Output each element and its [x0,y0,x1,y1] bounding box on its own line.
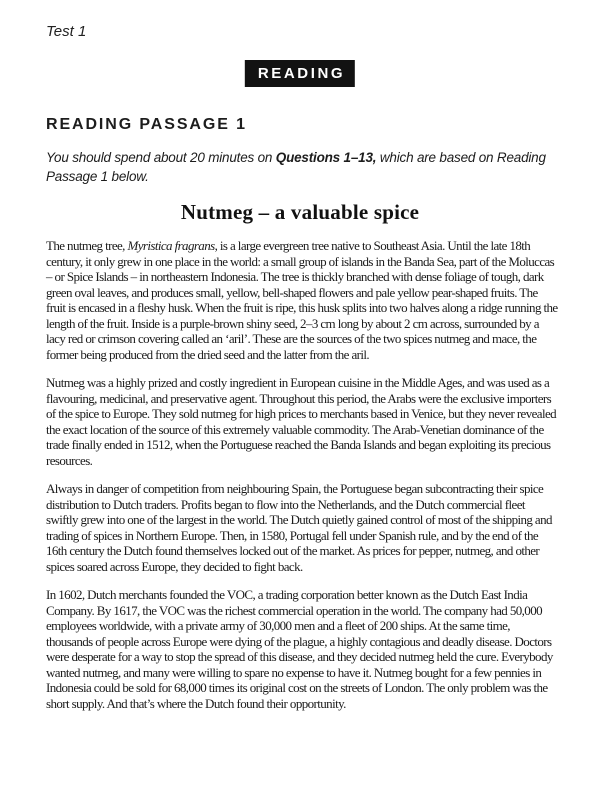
passage-heading: READING PASSAGE 1 [46,116,247,133]
paragraph-4: In 1602, Dutch merchants founded the VOC, a trading corporation better known as the Dutch East India Company. By 1617, the VOC was the richest commercial operation in the world. The company had 50,000 employees worldwide, with a private army of 30,000 men and a fleet of 200 ships. At the same time, thousands of people across Europe were dying of the plague, a highly contagious and deadly disease. Doctors were desperate for a way to stop the spread of this disease, and they decided nutmeg held the cure. Everybody wanted nutmeg, and many were willing to spare no expense to have it. Nutmeg bought for a few pennies in Indonesia could be sold for 68,000 times its original cost on the streets of London. The only problem was the short supply. And that’s where the Dutch found their opportunity. [46,587,553,711]
paragraph-1-tail: , is a large evergreen tree native to Southeast Asia. Until the late 18th century, it only grew in one place in the world: a small group of islands in the Banda Sea, part of the Moluccas – or Spice Islands – in northeastern Indonesia. The tree is thickly branched with dense foliage of tough, dark green oval leaves, and produces small, yellow, bell-shaped flowers and pale yellow pear-shaped fruits. The fruit is encased in a fleshy husk. When the fruit is ripe, this husk splits into two halves along a ridge running the length of the fruit. Inside is a purple-brown shiny seed, 2–3 cm long by about 2 cm across, surrounded by a lacy red or crimson covering called an ‘aril’. These are the sources of the two spices nutmeg and mace, the former being produced from the dried seed and the latter from the aril. [46,238,558,362]
instruction-lead: You should spend about 20 minutes on [46,150,276,165]
instruction-questions-range: Questions 1–13, [275,150,377,165]
paragraph-2: Nutmeg was a highly prized and costly ingredient in European cuisine in the Middle Ages, and was used as a flavouring, medicinal, and preservative agent. Throughout this period, the Arabs were the exclusive importers of the spice to Europe. They sold nutmeg for high prices to merchants based in Venice, but they never revealed the exact location of the source of this extremely valuable commodity. The Arab-Venetian dominance of the trade finally ended in 1512, when the Portuguese reached the Banda Islands and began exploiting its precious resources. [46,375,557,468]
test-number-label: Test 1 [46,23,87,40]
paragraph-1-lead: The nutmeg tree, [46,238,128,253]
instruction-text [46,149,560,186]
instruction-tail: which are based on Reading Passage 1 below. [46,150,546,184]
passage-body [46,238,558,724]
passage-title: Nutmeg – a valuable spice [180,200,420,224]
reading-section-banner: READING [245,60,355,87]
species-name-italic: Myristica fragrans [127,238,215,253]
paragraph-3: Always in danger of competition from neighbouring Spain, the Portuguese began subcontracting their spice distribution to Dutch traders. Profits began to flow into the Netherlands, and the Dutch commercial fleet swiftly grew into one of the largest in the world. The Dutch quietly gained control of most of the shipping and trading of spices in Northern Europe. Then, in 1580, Portugal fell under Spanish rule, and by the end of the 16th century the Dutch found themselves locked out of the market. As prices for pepper, nutmeg, and other spices soared across Europe, they decided to fight back. [46,481,552,574]
paragraph-1 [46,238,558,362]
